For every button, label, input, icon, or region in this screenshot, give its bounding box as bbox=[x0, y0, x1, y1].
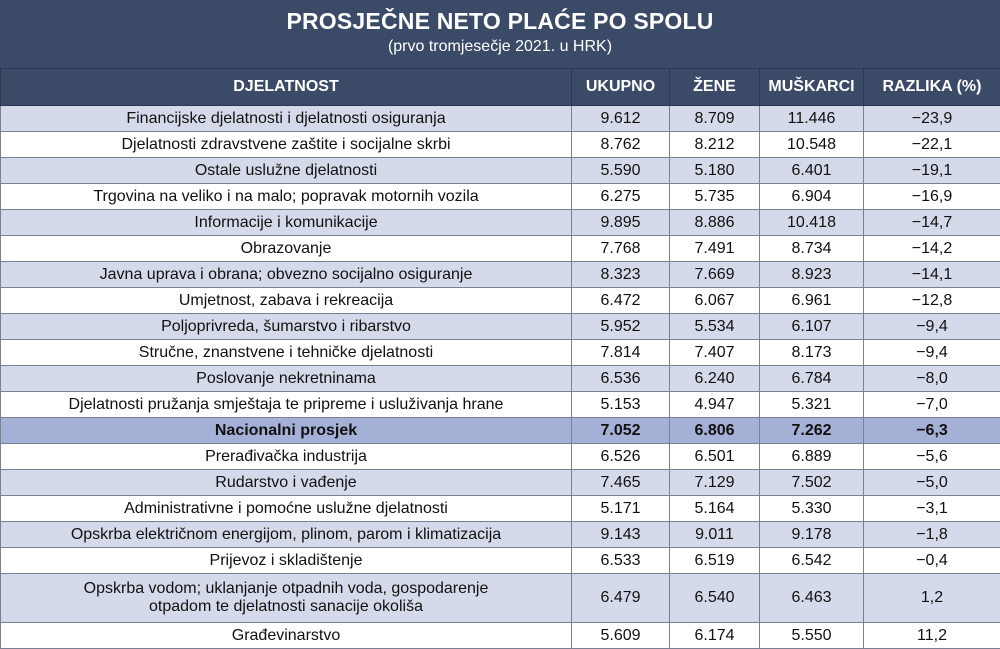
value-cell: 5.321 bbox=[760, 392, 864, 418]
value-cell: −14,7 bbox=[864, 210, 1000, 236]
value-cell: 7.768 bbox=[572, 236, 670, 262]
value-cell: 9.895 bbox=[572, 210, 670, 236]
title-banner bbox=[0, 0, 1000, 68]
table-row bbox=[1, 210, 1000, 236]
table-row bbox=[1, 444, 1000, 470]
value-cell: 6.526 bbox=[572, 444, 670, 470]
value-cell: 7.052 bbox=[572, 418, 670, 444]
value-cell: 5.153 bbox=[572, 392, 670, 418]
table-row bbox=[1, 366, 1000, 392]
value-cell: 8.173 bbox=[760, 340, 864, 366]
activity-cell: Poslovanje nekretninama bbox=[1, 366, 572, 392]
value-cell: 6.472 bbox=[572, 288, 670, 314]
table-row bbox=[1, 236, 1000, 262]
value-cell: 8.734 bbox=[760, 236, 864, 262]
value-cell: −9,4 bbox=[864, 314, 1000, 340]
value-cell: −5,6 bbox=[864, 444, 1000, 470]
value-cell: 6.904 bbox=[760, 184, 864, 210]
value-cell: 7.814 bbox=[572, 340, 670, 366]
table-row bbox=[1, 262, 1000, 288]
value-cell: 4.947 bbox=[670, 392, 760, 418]
value-cell: 6.961 bbox=[760, 288, 864, 314]
value-cell: 8.886 bbox=[670, 210, 760, 236]
activity-cell: Prijevoz i skladištenje bbox=[1, 548, 572, 574]
header-row bbox=[1, 69, 1000, 106]
activity-cell: Javna uprava i obrana; obvezno socijalno osiguranje bbox=[1, 262, 572, 288]
value-cell: 6.536 bbox=[572, 366, 670, 392]
value-cell: −16,9 bbox=[864, 184, 1000, 210]
table-row bbox=[1, 418, 1000, 444]
activity-cell: Djelatnosti pružanja smještaja te pripreme i usluživanja hrane bbox=[1, 392, 572, 418]
value-cell: 5.590 bbox=[572, 158, 670, 184]
salary-table bbox=[0, 68, 1000, 649]
column-header: RAZLIKA (%) bbox=[864, 69, 1000, 106]
value-cell: 5.550 bbox=[760, 623, 864, 649]
value-cell: 10.418 bbox=[760, 210, 864, 236]
value-cell: 6.107 bbox=[760, 314, 864, 340]
value-cell: 10.548 bbox=[760, 132, 864, 158]
column-header: UKUPNO bbox=[572, 69, 670, 106]
activity-cell: Opskrba električnom energijom, plinom, parom i klimatizacija bbox=[1, 522, 572, 548]
value-cell: 6.275 bbox=[572, 184, 670, 210]
value-cell: −5,0 bbox=[864, 470, 1000, 496]
table-subtitle: (prvo tromjesečje 2021. u HRK) bbox=[0, 38, 1000, 56]
value-cell: −22,1 bbox=[864, 132, 1000, 158]
value-cell: 5.171 bbox=[572, 496, 670, 522]
value-cell: 7.465 bbox=[572, 470, 670, 496]
value-cell: 6.540 bbox=[670, 574, 760, 623]
activity-cell: Financijske djelatnosti i djelatnosti osiguranja bbox=[1, 106, 572, 132]
value-cell: 9.178 bbox=[760, 522, 864, 548]
value-cell: −14,1 bbox=[864, 262, 1000, 288]
table-row bbox=[1, 106, 1000, 132]
value-cell: 8.709 bbox=[670, 106, 760, 132]
value-cell: 8.923 bbox=[760, 262, 864, 288]
table-row bbox=[1, 522, 1000, 548]
value-cell: 9.612 bbox=[572, 106, 670, 132]
activity-cell: Rudarstvo i vađenje bbox=[1, 470, 572, 496]
value-cell: −6,3 bbox=[864, 418, 1000, 444]
column-header: MUŠKARCI bbox=[760, 69, 864, 106]
value-cell: 6.889 bbox=[760, 444, 864, 470]
value-cell: 7.129 bbox=[670, 470, 760, 496]
value-cell: 7.502 bbox=[760, 470, 864, 496]
value-cell: 5.534 bbox=[670, 314, 760, 340]
value-cell: 11,2 bbox=[864, 623, 1000, 649]
value-cell: 5.952 bbox=[572, 314, 670, 340]
table-row bbox=[1, 132, 1000, 158]
value-cell: 5.180 bbox=[670, 158, 760, 184]
value-cell: 8.762 bbox=[572, 132, 670, 158]
table-row bbox=[1, 392, 1000, 418]
table-title: PROSJEČNE NETO PLAĆE PO SPOLU bbox=[0, 8, 1000, 35]
value-cell: 5.735 bbox=[670, 184, 760, 210]
value-cell: 6.806 bbox=[670, 418, 760, 444]
value-cell: 5.330 bbox=[760, 496, 864, 522]
value-cell: 6.401 bbox=[760, 158, 864, 184]
table-row bbox=[1, 574, 1000, 623]
value-cell: −8,0 bbox=[864, 366, 1000, 392]
value-cell: −0,4 bbox=[864, 548, 1000, 574]
value-cell: −1,8 bbox=[864, 522, 1000, 548]
activity-cell: Prerađivačka industrija bbox=[1, 444, 572, 470]
value-cell: 6.784 bbox=[760, 366, 864, 392]
table-row bbox=[1, 340, 1000, 366]
table-row bbox=[1, 288, 1000, 314]
value-cell: −14,2 bbox=[864, 236, 1000, 262]
table-row bbox=[1, 496, 1000, 522]
table-row bbox=[1, 184, 1000, 210]
value-cell: 6.533 bbox=[572, 548, 670, 574]
value-cell: 7.669 bbox=[670, 262, 760, 288]
value-cell: 6.240 bbox=[670, 366, 760, 392]
table-body bbox=[1, 106, 1000, 649]
activity-cell: Umjetnost, zabava i rekreacija bbox=[1, 288, 572, 314]
value-cell: 6.501 bbox=[670, 444, 760, 470]
value-cell: −3,1 bbox=[864, 496, 1000, 522]
value-cell: −19,1 bbox=[864, 158, 1000, 184]
table-header bbox=[1, 69, 1000, 106]
activity-cell: Djelatnosti zdravstvene zaštite i socijalne skrbi bbox=[1, 132, 572, 158]
activity-cell: Informacije i komunikacije bbox=[1, 210, 572, 236]
value-cell: 6.519 bbox=[670, 548, 760, 574]
value-cell: 11.446 bbox=[760, 106, 864, 132]
activity-cell: Administrativne i pomoćne uslužne djelatnosti bbox=[1, 496, 572, 522]
value-cell: 6.542 bbox=[760, 548, 864, 574]
table-row bbox=[1, 314, 1000, 340]
table-row bbox=[1, 470, 1000, 496]
value-cell: 5.164 bbox=[670, 496, 760, 522]
activity-cell: Opskrba vodom; uklanjanje otpadnih voda, gospodarenje otpadom te djelatnosti sanacije okoliša bbox=[1, 574, 572, 623]
table-row bbox=[1, 548, 1000, 574]
value-cell: −23,9 bbox=[864, 106, 1000, 132]
value-cell: 7.491 bbox=[670, 236, 760, 262]
value-cell: 7.407 bbox=[670, 340, 760, 366]
activity-cell: Građevinarstvo bbox=[1, 623, 572, 649]
activity-cell: Nacionalni prosjek bbox=[1, 418, 572, 444]
value-cell: 6.174 bbox=[670, 623, 760, 649]
value-cell: −7,0 bbox=[864, 392, 1000, 418]
value-cell: 6.067 bbox=[670, 288, 760, 314]
activity-cell: Trgovina na veliko i na malo; popravak motornih vozila bbox=[1, 184, 572, 210]
value-cell: 5.609 bbox=[572, 623, 670, 649]
value-cell: 6.479 bbox=[572, 574, 670, 623]
table-row bbox=[1, 158, 1000, 184]
table-row bbox=[1, 623, 1000, 649]
value-cell: 8.323 bbox=[572, 262, 670, 288]
activity-cell: Ostale uslužne djelatnosti bbox=[1, 158, 572, 184]
activity-cell: Obrazovanje bbox=[1, 236, 572, 262]
value-cell: −12,8 bbox=[864, 288, 1000, 314]
value-cell: 6.463 bbox=[760, 574, 864, 623]
column-header: DJELATNOST bbox=[1, 69, 572, 106]
activity-cell: Poljoprivreda, šumarstvo i ribarstvo bbox=[1, 314, 572, 340]
value-cell: 1,2 bbox=[864, 574, 1000, 623]
value-cell: 8.212 bbox=[670, 132, 760, 158]
activity-cell: Stručne, znanstvene i tehničke djelatnosti bbox=[1, 340, 572, 366]
value-cell: −9,4 bbox=[864, 340, 1000, 366]
value-cell: 9.011 bbox=[670, 522, 760, 548]
column-header: ŽENE bbox=[670, 69, 760, 106]
value-cell: 9.143 bbox=[572, 522, 670, 548]
value-cell: 7.262 bbox=[760, 418, 864, 444]
